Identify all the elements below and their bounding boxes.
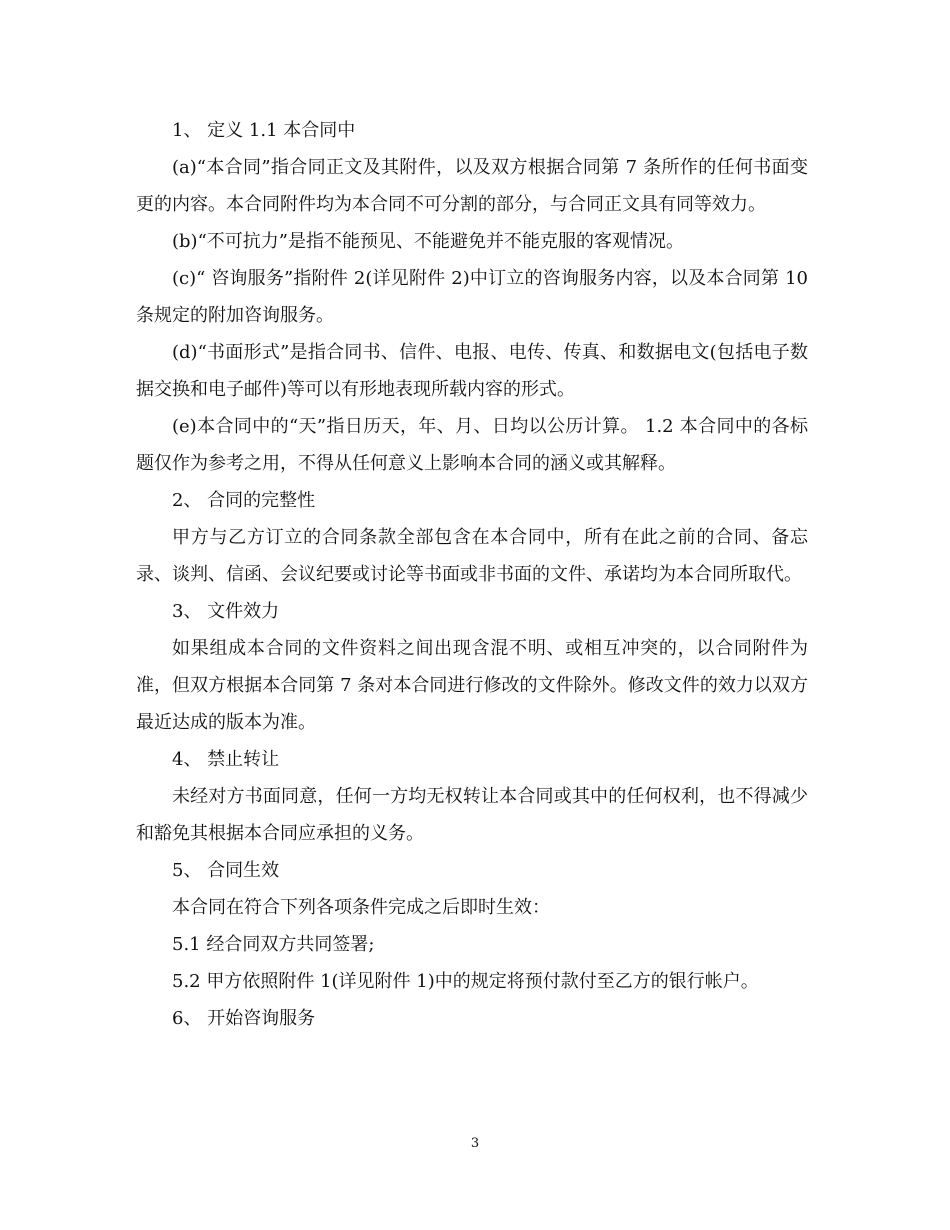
paragraph-no-transfer: 未经对方书面同意，任何一方均无权转让本合同或其中的任何权利，也不得减少和豁免其根据本合同应承担的义务。 xyxy=(136,786,808,844)
clause-e-days: (e)本合同中的“天”指日历天，年、月、日均以公历计算。 1.2 本合同中的各标题仅作为参考之用，不得从任何意义上影响本合同的涵义或其解释。 xyxy=(136,416,808,474)
paragraph-effectiveness: 本合同在符合下列各项条件完成之后即时生效： xyxy=(172,897,550,918)
clause-a-contract: (a)“本合同”指合同正文及其附件，以及双方根据合同第 7 条所作的任何书面变更的内容。本合同附件均为本合同不可分割的部分，与合同正文具有同等效力。 xyxy=(136,157,808,215)
clause-d-written-form: (d)“书面形式”是指合同书、信件、电报、电传、传真、和数据电文(包括电子数据交换和电子邮件)等可以有形地表现所载内容的形式。 xyxy=(136,342,808,400)
document-body xyxy=(136,112,808,1037)
heading-integrity: 2、 合同的完整性 xyxy=(172,490,316,511)
heading-definitions: 1、 定义 1.1 本合同中 xyxy=(172,120,356,141)
paragraph-integrity: 甲方与乙方订立的合同条款全部包含在本合同中，所有在此之前的合同、备忘录、谈判、信函、会议纪要或讨论等书面或非书面的文件、承诺均为本合同所取代。 xyxy=(136,527,808,585)
heading-start-service: 6、 开始咨询服务 xyxy=(172,1008,316,1029)
clause-b-force-majeure: (b)“不可抗力”是指不能预见、不能避免并不能克服的客观情况。 xyxy=(172,231,684,252)
clause-5-2: 5.2 甲方依照附件 1(详见附件 1)中的规定将预付款付至乙方的银行帐户。 xyxy=(172,971,759,992)
paragraph-document-effect: 如果组成本合同的文件资料之间出现含混不明、或相互冲突的，以合同附件为准，但双方根据本合同第 7 条对本合同进行修改的文件除外。修改文件的效力以双方最近达成的版本为准。 xyxy=(136,638,808,733)
heading-no-transfer: 4、 禁止转让 xyxy=(172,749,280,770)
heading-effectiveness: 5、 合同生效 xyxy=(172,860,280,881)
clause-5-1: 5.1 经合同双方共同签署; xyxy=(172,934,375,955)
page-number: 3 xyxy=(470,1136,480,1151)
heading-document-effect: 3、 文件效力 xyxy=(172,601,280,622)
clause-c-consulting-service: (c)“ 咨询服务”指附件 2(详见附件 2)中订立的咨询服务内容，以及本合同第 10 条规定的附加咨询服务。 xyxy=(136,268,808,326)
